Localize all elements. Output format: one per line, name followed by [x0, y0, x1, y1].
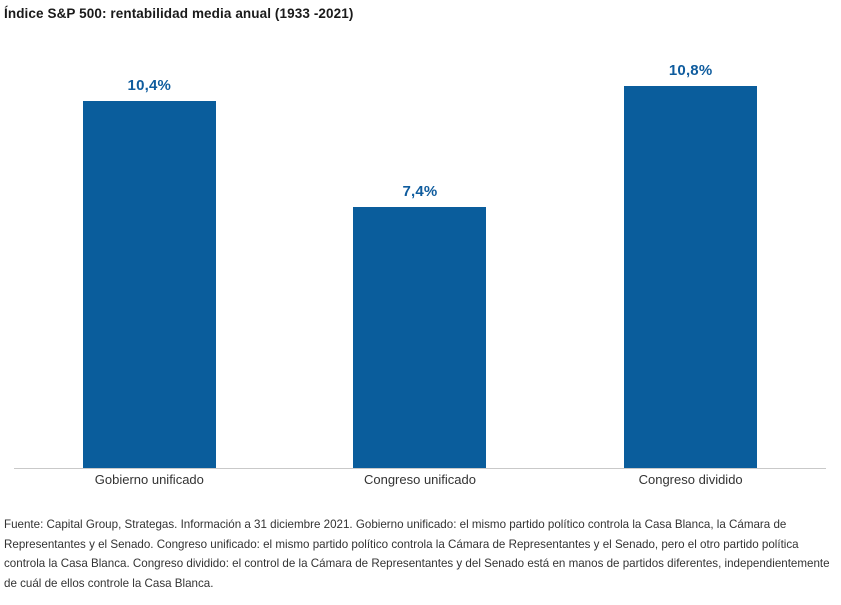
bar	[624, 86, 757, 468]
chart-title: Índice S&P 500: rentabilidad media anual (1933 -2021)	[4, 6, 354, 21]
source-note: Fuente: Capital Group, Strategas. Información a 31 diciembre 2021. Gobierno unificado: el mismo partido político controla la Casa Blanca, la Cámara de Representantes y el Senado. Congreso unificado: el mismo partido político controla la Cámara de Representantes y el Senado, pero el otro partido política controla la Casa Blanca. Congreso dividido: el control de la Cámara de Representantes y del Senado está en manos de partidos diferentes, independientemente de cuál de ellos controle la Casa Blanca.	[4, 518, 830, 590]
bar	[353, 207, 486, 468]
x-axis-line	[14, 468, 826, 469]
bar-value-label: 10,8%	[668, 62, 713, 80]
x-axis-tick-labels	[14, 472, 826, 487]
x-axis-tick-label: Congreso unificado	[363, 472, 476, 487]
bar	[83, 101, 216, 468]
bar-group	[14, 44, 826, 468]
bar-value-label: 7,4%	[402, 182, 438, 200]
bar-slot	[555, 44, 826, 468]
bar-slot	[285, 44, 556, 468]
plot-area	[14, 44, 826, 468]
right-margin	[835, 0, 841, 605]
x-axis-tick-label: Congreso dividido	[638, 472, 743, 487]
bar-slot	[14, 44, 285, 468]
bar-value-label: 10,4%	[127, 76, 172, 94]
x-axis-tick-label: Gobierno unificado	[94, 472, 204, 487]
